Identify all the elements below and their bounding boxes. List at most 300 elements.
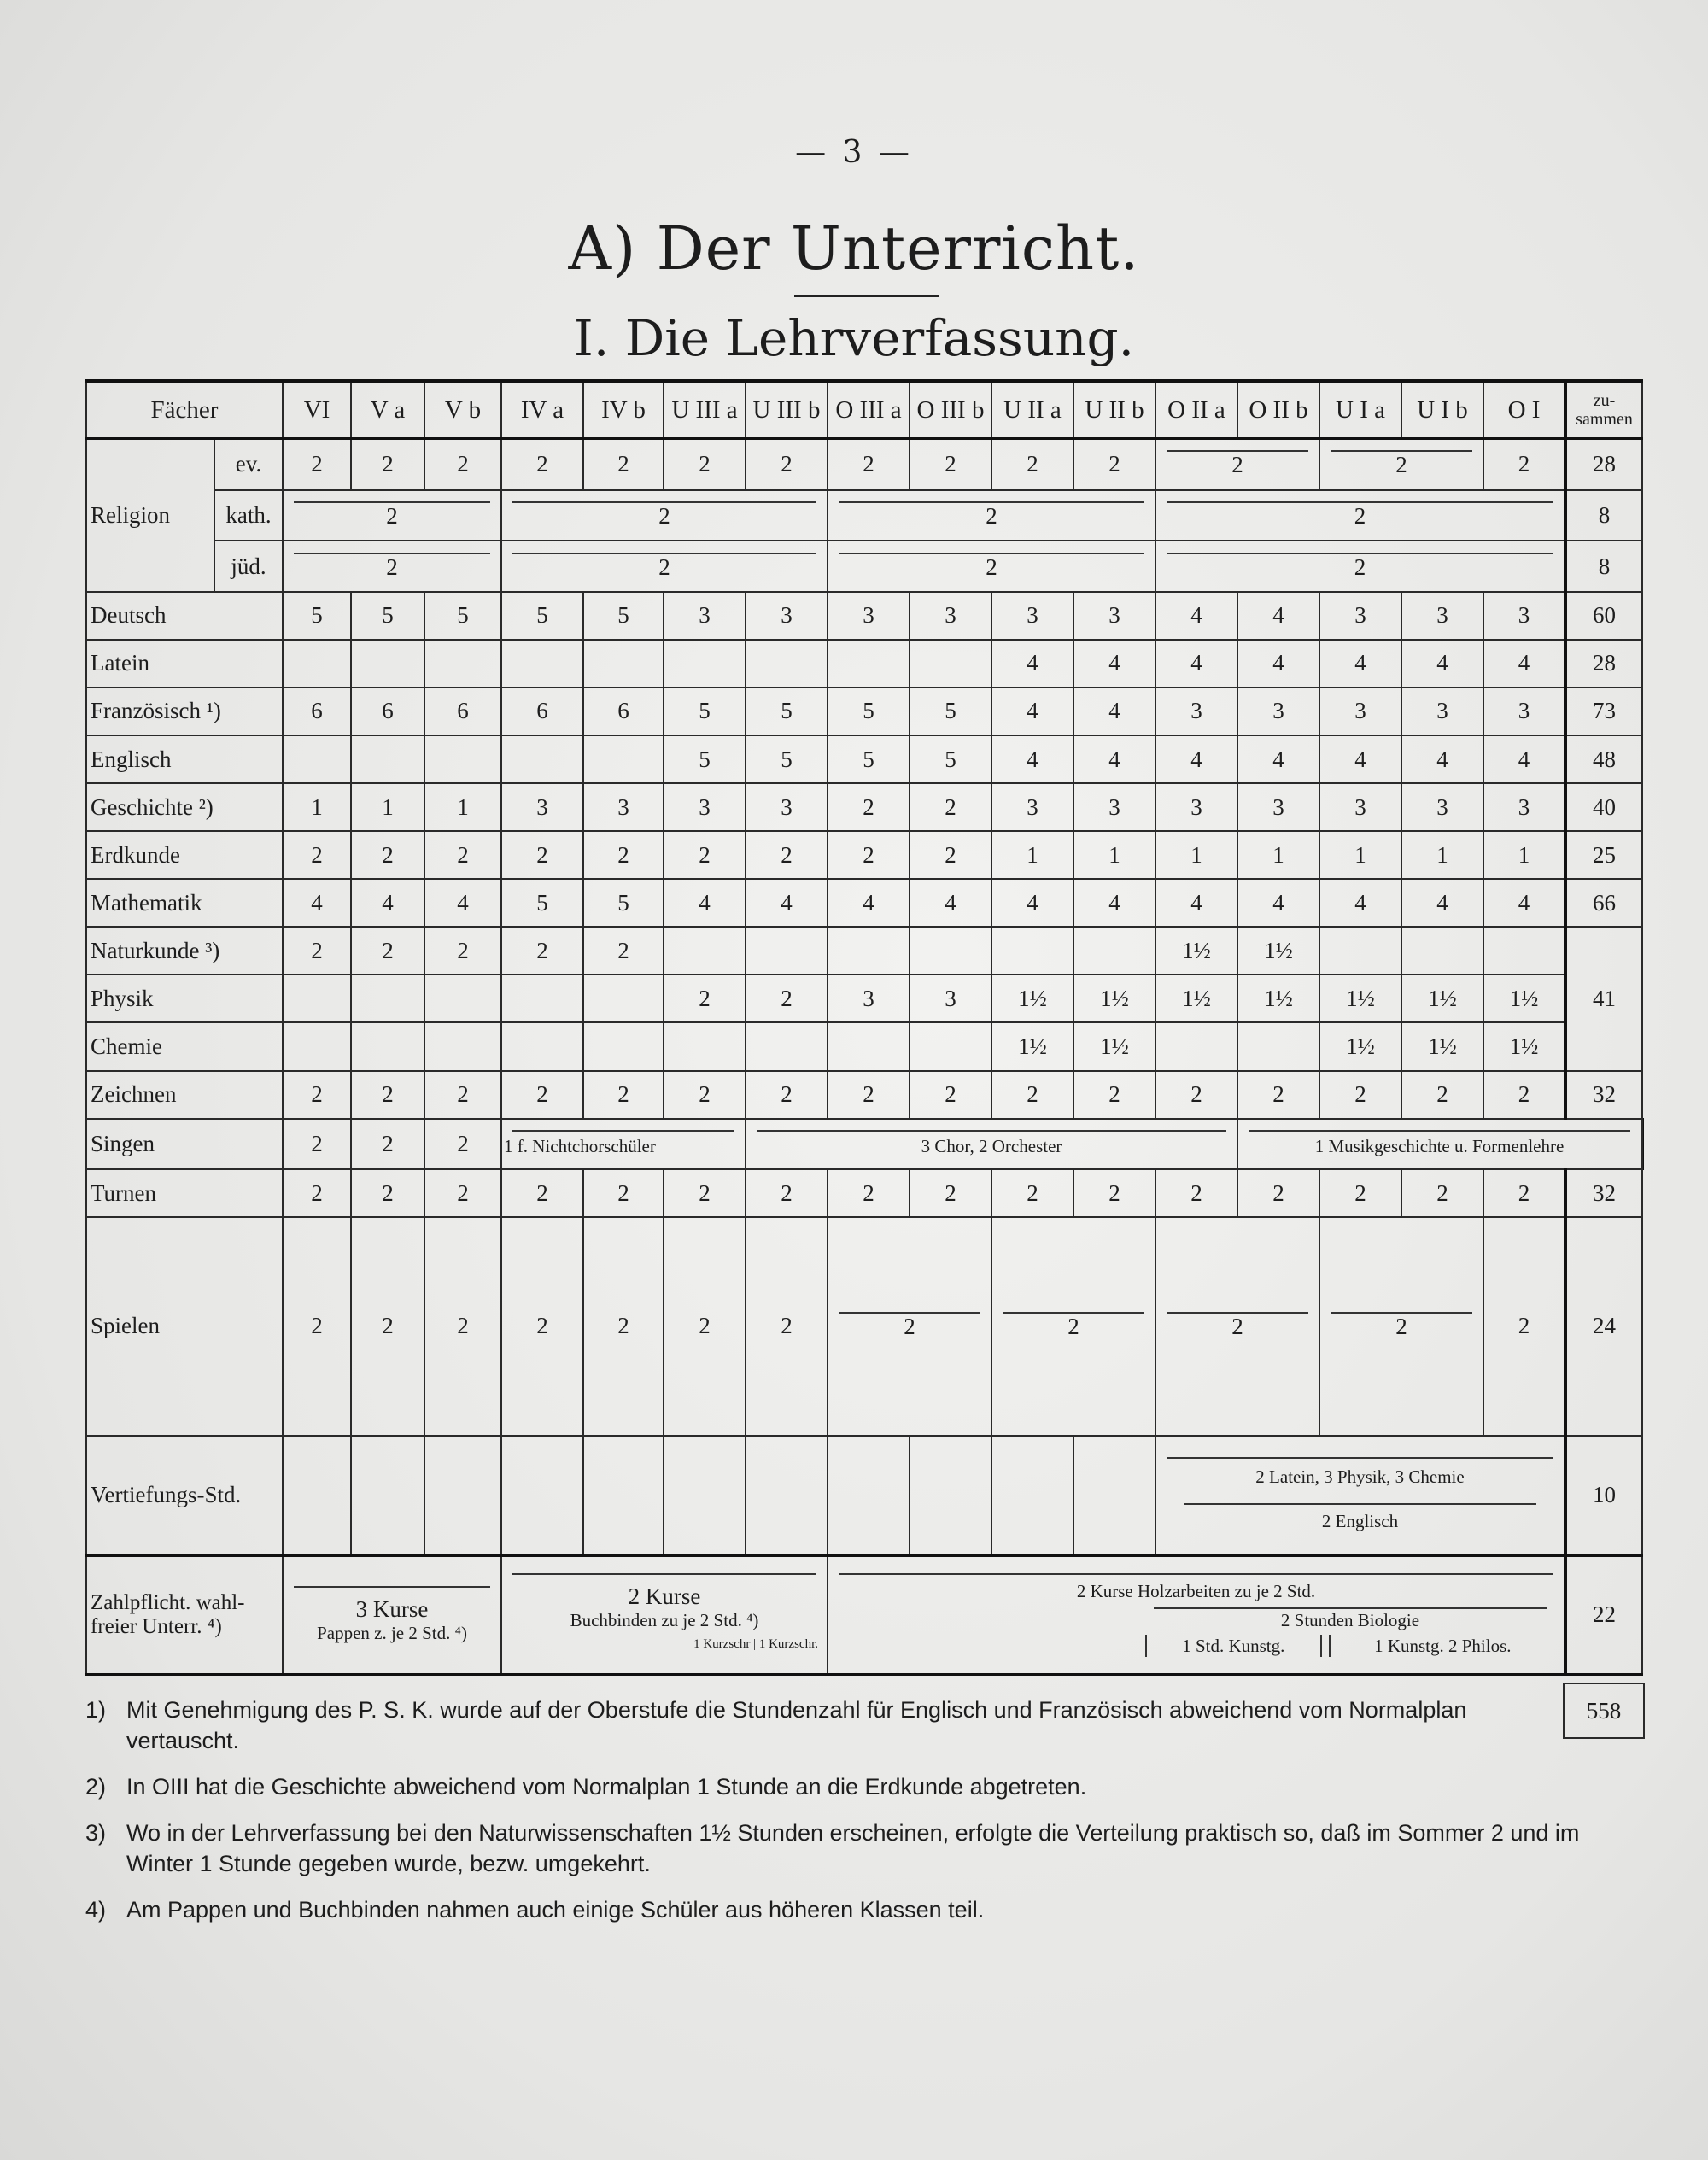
cell (351, 1436, 424, 1555)
table-row-religion-jued (86, 541, 1642, 592)
cell: 3 (828, 592, 910, 640)
row-label: Naturkunde ³) (86, 927, 283, 975)
footnote-text: In OIII hat die Geschichte abweichend vom Normalplan 1 Stunde an die Erdkunde abgetreten. (126, 1774, 1087, 1800)
header-class: V a (351, 381, 424, 439)
cell-grouped: 1 f. Nichtchorschüler (501, 1119, 746, 1169)
group-bracket (1167, 450, 1308, 452)
cell (828, 927, 910, 975)
footnote (85, 1771, 1648, 1802)
cell: 5 (746, 688, 828, 735)
header-class: U III b (746, 381, 828, 439)
cell (746, 640, 828, 688)
group-bracket (1167, 1312, 1308, 1314)
cell (351, 1022, 424, 1070)
cell: 1½ (991, 1022, 1073, 1070)
header-class: IV a (501, 381, 583, 439)
cell (583, 640, 664, 688)
table-row-singen (86, 1119, 1642, 1169)
cell: 3 (664, 783, 746, 831)
cell: 2 (351, 1071, 424, 1119)
group-bracket (294, 501, 490, 503)
grand-total: 558 (1563, 1683, 1645, 1739)
footnote (85, 1818, 1648, 1879)
row-sum: 28 (1565, 439, 1642, 490)
row-sum: 28 (1565, 640, 1642, 688)
group-bracket (1249, 1130, 1630, 1132)
cell (501, 640, 583, 688)
cell: 1½ (1319, 975, 1401, 1022)
cell: 3 (1483, 592, 1565, 640)
cell: 2 (664, 439, 746, 490)
cell: 2 (746, 439, 828, 490)
cell: 2 (501, 1217, 583, 1435)
cell (910, 1436, 991, 1555)
cell: 4 (1319, 735, 1401, 783)
row-label: Erdkunde (86, 831, 283, 879)
cell-grouped: 2 (1319, 439, 1483, 490)
row-sum: 41 (1565, 927, 1642, 1070)
group-bracket (294, 1586, 490, 1588)
cell: 5 (910, 735, 991, 783)
cell: 2 (351, 1169, 424, 1217)
cell (1073, 1436, 1155, 1555)
row-label: Geschichte ²) (86, 783, 283, 831)
cell-grouped (1155, 1436, 1565, 1555)
cell: 2 (424, 1071, 501, 1119)
wahl-kunst2: 1 Kunstg. 2 Philos. (1329, 1635, 1555, 1657)
cell: 2 (991, 439, 1073, 490)
cell (991, 927, 1073, 975)
cell: 1 (1155, 831, 1237, 879)
cell (746, 1022, 828, 1070)
cell: 1 (1073, 831, 1155, 879)
header-class: V b (424, 381, 501, 439)
cell: 1 (1483, 831, 1565, 879)
table-row (86, 975, 1642, 1022)
cell: 3 (1401, 592, 1483, 640)
cell (1319, 927, 1401, 975)
row-label: Französisch ¹) (86, 688, 283, 735)
footnote (85, 1894, 1648, 1925)
cell (828, 1022, 910, 1070)
group-bracket (1167, 553, 1553, 554)
header-class: VI (283, 381, 351, 439)
row-label: Chemie (86, 1022, 283, 1070)
cell: 4 (351, 879, 424, 927)
cell: 3 (583, 783, 664, 831)
footnote-number: 1) (85, 1697, 107, 1723)
cell (424, 975, 501, 1022)
cell: 5 (424, 592, 501, 640)
cell (1237, 1022, 1319, 1070)
cell: 1½ (1401, 975, 1483, 1022)
cell: 2 (583, 439, 664, 490)
cell: 4 (1401, 640, 1483, 688)
cell: 5 (664, 735, 746, 783)
row-sum: 60 (1565, 592, 1642, 640)
cell: 4 (1237, 735, 1319, 783)
header-class: O II a (1155, 381, 1237, 439)
header-sum: zu-sammen (1565, 381, 1642, 439)
cell: 1½ (1073, 975, 1155, 1022)
cell: 2 (501, 1071, 583, 1119)
cell (283, 975, 351, 1022)
group-bracket (512, 553, 816, 554)
cell (664, 1022, 746, 1070)
header-class: IV b (583, 381, 664, 439)
cell: 4 (283, 879, 351, 927)
wahl-pappen: Pappen z. je 2 Std. ⁴) (317, 1622, 467, 1643)
cell: 4 (991, 879, 1073, 927)
row-label: Vertiefungs-Std. (86, 1436, 283, 1555)
cell (351, 975, 424, 1022)
row-label: Zeichnen (86, 1071, 283, 1119)
page-number: — 3 — (795, 135, 913, 170)
cell: 2 (664, 1169, 746, 1217)
table-row-religion-kath (86, 490, 1642, 541)
cell (583, 735, 664, 783)
cell: 3 (1483, 783, 1565, 831)
cell (501, 735, 583, 783)
row-sum: 10 (1565, 1436, 1642, 1555)
cell: 2 (828, 1071, 910, 1119)
religion-kath-label: kath. (214, 490, 283, 541)
group-bracket (1167, 501, 1553, 503)
cell (910, 1022, 991, 1070)
row-label: Englisch (86, 735, 283, 783)
footnote-text: Mit Genehmigung des P. S. K. wurde auf der Oberstufe die Stundenzahl für Englisch und Französisch abweichend vom Normalplan vertauscht. (126, 1697, 1467, 1753)
cell: 2 (664, 831, 746, 879)
religion-label: Religion (86, 439, 214, 592)
cell: 3 (746, 783, 828, 831)
cell: 2 (424, 439, 501, 490)
cell: 2 (1237, 1169, 1319, 1217)
vertiefung-line2: 2 Englisch (1321, 1511, 1399, 1531)
group-bracket (839, 1312, 980, 1314)
table-row-wahlfrei (86, 1555, 1642, 1675)
header-class: O II b (1237, 381, 1319, 439)
cell: 2 (1483, 1217, 1565, 1435)
header-class: U II a (991, 381, 1073, 439)
cell: 1½ (1483, 975, 1565, 1022)
cell: 4 (1401, 879, 1483, 927)
cell: 3 (664, 592, 746, 640)
cell: 2 (283, 831, 351, 879)
group-bracket (1331, 1312, 1472, 1314)
row-label: Turnen (86, 1169, 283, 1217)
cell: 2 (910, 783, 991, 831)
cell: 3 (1319, 783, 1401, 831)
group-bracket (839, 1573, 1553, 1575)
header-class: U II b (1073, 381, 1155, 439)
wahl-bio: 2 Stunden Biologie (1280, 1609, 1420, 1630)
cell: 4 (991, 640, 1073, 688)
cell: 2 (664, 1071, 746, 1119)
cell: 2 (828, 831, 910, 879)
table-row (86, 735, 1642, 783)
cell (424, 735, 501, 783)
header-class: O III a (828, 381, 910, 439)
cell: 2 (828, 439, 910, 490)
cell-grouped: 2 (501, 541, 828, 592)
group-bracket (512, 1130, 734, 1132)
footnotes (85, 1695, 1648, 1940)
cell: 4 (828, 879, 910, 927)
cell (664, 927, 746, 975)
cell: 2 (283, 927, 351, 975)
cell-grouped: 2 (1155, 490, 1565, 541)
cell: 4 (1319, 879, 1401, 927)
cell: 3 (1401, 688, 1483, 735)
group-bracket (839, 501, 1144, 503)
row-label: Physik (86, 975, 283, 1022)
table-row-religion-ev (86, 439, 1642, 490)
table-row (86, 1022, 1642, 1070)
header-class: U I b (1401, 381, 1483, 439)
cell: 3 (828, 975, 910, 1022)
cell: 3 (991, 592, 1073, 640)
cell (283, 1022, 351, 1070)
cell: 2 (910, 1169, 991, 1217)
cell: 2 (1073, 1071, 1155, 1119)
cell: 2 (828, 1169, 910, 1217)
cell-grouped: 2 (1319, 1217, 1483, 1435)
cell: 2 (283, 439, 351, 490)
row-label: Singen (86, 1119, 283, 1169)
cell: 6 (583, 688, 664, 735)
header-class: O III b (910, 381, 991, 439)
cell-grouped: 2 (991, 1217, 1155, 1435)
cell: 2 (746, 831, 828, 879)
cell: 4 (1073, 879, 1155, 927)
cell: 4 (991, 688, 1073, 735)
cell (501, 1436, 583, 1555)
footnote-number: 2) (85, 1774, 107, 1800)
cell: 2 (1073, 439, 1155, 490)
row-sum: 32 (1565, 1071, 1642, 1119)
cell: 1 (1319, 831, 1401, 879)
cell: 2 (910, 439, 991, 490)
cell: 2 (501, 927, 583, 975)
cell: 4 (1155, 592, 1237, 640)
wahl-kurse2: 2 Kurse (628, 1583, 701, 1609)
cell (501, 975, 583, 1022)
cell (283, 1436, 351, 1555)
table-row-spielen (86, 1217, 1642, 1435)
footnote-number: 3) (85, 1820, 107, 1846)
cell: 1½ (1073, 1022, 1155, 1070)
group-bracket (512, 1573, 816, 1575)
cell: 1½ (1155, 927, 1237, 975)
cell: 4 (1073, 735, 1155, 783)
cell: 2 (746, 1169, 828, 1217)
cell: 5 (828, 735, 910, 783)
cell: 2 (351, 1217, 424, 1435)
cell: 2 (424, 1119, 501, 1169)
group-bracket (1154, 1607, 1547, 1609)
cell: 4 (910, 879, 991, 927)
cell (910, 640, 991, 688)
cell: 2 (1483, 1071, 1565, 1119)
cell (664, 1436, 746, 1555)
cell: 1½ (1155, 975, 1237, 1022)
cell-grouped: 2 (283, 490, 501, 541)
row-sum: 8 (1565, 490, 1642, 541)
cell-grouped (828, 1555, 1565, 1675)
cell: 2 (910, 831, 991, 879)
row-sum: 32 (1565, 1169, 1642, 1217)
cell: 2 (583, 831, 664, 879)
cell-grouped: 2 (828, 490, 1155, 541)
wahl-holz: 2 Kurse Holzarbeiten zu je 2 Std. (1076, 1580, 1316, 1601)
title-divider (794, 295, 939, 297)
table-header-row (86, 381, 1642, 439)
cell: 4 (664, 879, 746, 927)
cell-grouped: 2 (1155, 439, 1319, 490)
group-bracket (839, 553, 1144, 554)
cell (424, 1436, 501, 1555)
cell: 2 (1483, 1169, 1565, 1217)
cell (283, 735, 351, 783)
cell: 3 (1319, 688, 1401, 735)
cell: 2 (351, 927, 424, 975)
cell (583, 1436, 664, 1555)
cell: 2 (1319, 1169, 1401, 1217)
cell: 4 (1483, 879, 1565, 927)
cell: 2 (991, 1169, 1073, 1217)
row-label: Latein (86, 640, 283, 688)
table-row (86, 783, 1642, 831)
cell: 2 (424, 1169, 501, 1217)
table-row (86, 688, 1642, 735)
cell: 1 (1401, 831, 1483, 879)
cell: 5 (664, 688, 746, 735)
cell: 2 (746, 1071, 828, 1119)
wahl-kunst-row (1145, 1635, 1555, 1657)
cell (424, 1022, 501, 1070)
cell: 6 (501, 688, 583, 735)
cell: 2 (1319, 1071, 1401, 1119)
cell: 2 (501, 439, 583, 490)
cell: 5 (746, 735, 828, 783)
wahl-kurse1: 3 Kurse (355, 1595, 429, 1622)
row-label: Zahlpflicht. wahl-freier Unterr. ⁴) (86, 1555, 283, 1675)
cell: 2 (351, 439, 424, 490)
row-sum: 73 (1565, 688, 1642, 735)
header-class: U I a (1319, 381, 1401, 439)
cell: 3 (991, 783, 1073, 831)
footnote-text: Wo in der Lehrverfassung bei den Naturwissenschaften 1½ Stunden erscheinen, erfolgte die Verteilung praktisch so, daß im Sommer 2 und im Winter 1 Stunde gegeben wurde, bezw. umgekehrt. (126, 1820, 1580, 1876)
cell: 4 (1319, 640, 1401, 688)
cell: 2 (828, 783, 910, 831)
vertiefung-line1: 2 Latein, 3 Physik, 3 Chemie (1255, 1466, 1465, 1487)
row-sum: 25 (1565, 831, 1642, 879)
row-label: Spielen (86, 1217, 283, 1435)
page-title: A) Der Unterricht. (568, 214, 1140, 284)
cell (1155, 1022, 1237, 1070)
table-row (86, 1071, 1642, 1119)
cell: 4 (1155, 879, 1237, 927)
cell-grouped (501, 1555, 828, 1675)
cell: 3 (910, 592, 991, 640)
cell: 2 (583, 1169, 664, 1217)
row-sum: 66 (1565, 879, 1642, 927)
cell: 1½ (1237, 975, 1319, 1022)
cell: 3 (1483, 688, 1565, 735)
row-sum: 48 (1565, 735, 1642, 783)
wahl-bio-block (1145, 1607, 1555, 1657)
cell: 2 (351, 1119, 424, 1169)
cell: 2 (1237, 1071, 1319, 1119)
group-bracket (294, 553, 490, 554)
cell: 4 (1155, 735, 1237, 783)
cell: 2 (583, 927, 664, 975)
cell: 3 (1155, 783, 1237, 831)
cell: 2 (583, 1217, 664, 1435)
header-class: U III a (664, 381, 746, 439)
group-bracket (1331, 450, 1472, 452)
cell (283, 640, 351, 688)
row-label: Mathematik (86, 879, 283, 927)
cell: 1½ (1401, 1022, 1483, 1070)
cell (1483, 927, 1565, 975)
cell: 5 (501, 879, 583, 927)
cell (583, 1022, 664, 1070)
cell: 3 (1237, 688, 1319, 735)
cell (664, 640, 746, 688)
cell: 4 (1401, 735, 1483, 783)
cell: 5 (583, 879, 664, 927)
cell: 3 (1237, 783, 1319, 831)
cell (424, 640, 501, 688)
cell (1073, 927, 1155, 975)
cell: 3 (1073, 592, 1155, 640)
table-row (86, 592, 1642, 640)
cell: 3 (746, 592, 828, 640)
cell-grouped: 3 Chor, 2 Orchester (746, 1119, 1237, 1169)
cell: 3 (501, 783, 583, 831)
cell: 2 (664, 1217, 746, 1435)
cell-grouped: 2 (283, 541, 501, 592)
cell: 1 (991, 831, 1073, 879)
group-bracket (1184, 1503, 1536, 1505)
cell: 1 (283, 783, 351, 831)
wahl-kunst1: 1 Std. Kunstg. (1145, 1635, 1322, 1657)
wahl-buchbinden: Buchbinden zu je 2 Std. ⁴) (570, 1609, 759, 1630)
cell-grouped (283, 1555, 501, 1675)
cell: 2 (1155, 1071, 1237, 1119)
cell: 2 (424, 831, 501, 879)
row-sum: 22 (1565, 1555, 1642, 1675)
cell-grouped: 2 (501, 490, 828, 541)
row-sum: 8 (1565, 541, 1642, 592)
cell (351, 640, 424, 688)
cell: 5 (283, 592, 351, 640)
cell: 4 (1237, 640, 1319, 688)
group-bracket (1167, 1457, 1553, 1459)
cell: 2 (991, 1071, 1073, 1119)
header-subject: Fächer (86, 381, 283, 439)
cell: 2 (1483, 439, 1565, 490)
cell: 2 (283, 1169, 351, 1217)
cell: 3 (1073, 783, 1155, 831)
cell (351, 735, 424, 783)
wahl-bio-wrap (830, 1607, 1562, 1657)
cell (746, 1436, 828, 1555)
cell: 4 (424, 879, 501, 927)
cell (583, 975, 664, 1022)
table-row (86, 1169, 1642, 1217)
